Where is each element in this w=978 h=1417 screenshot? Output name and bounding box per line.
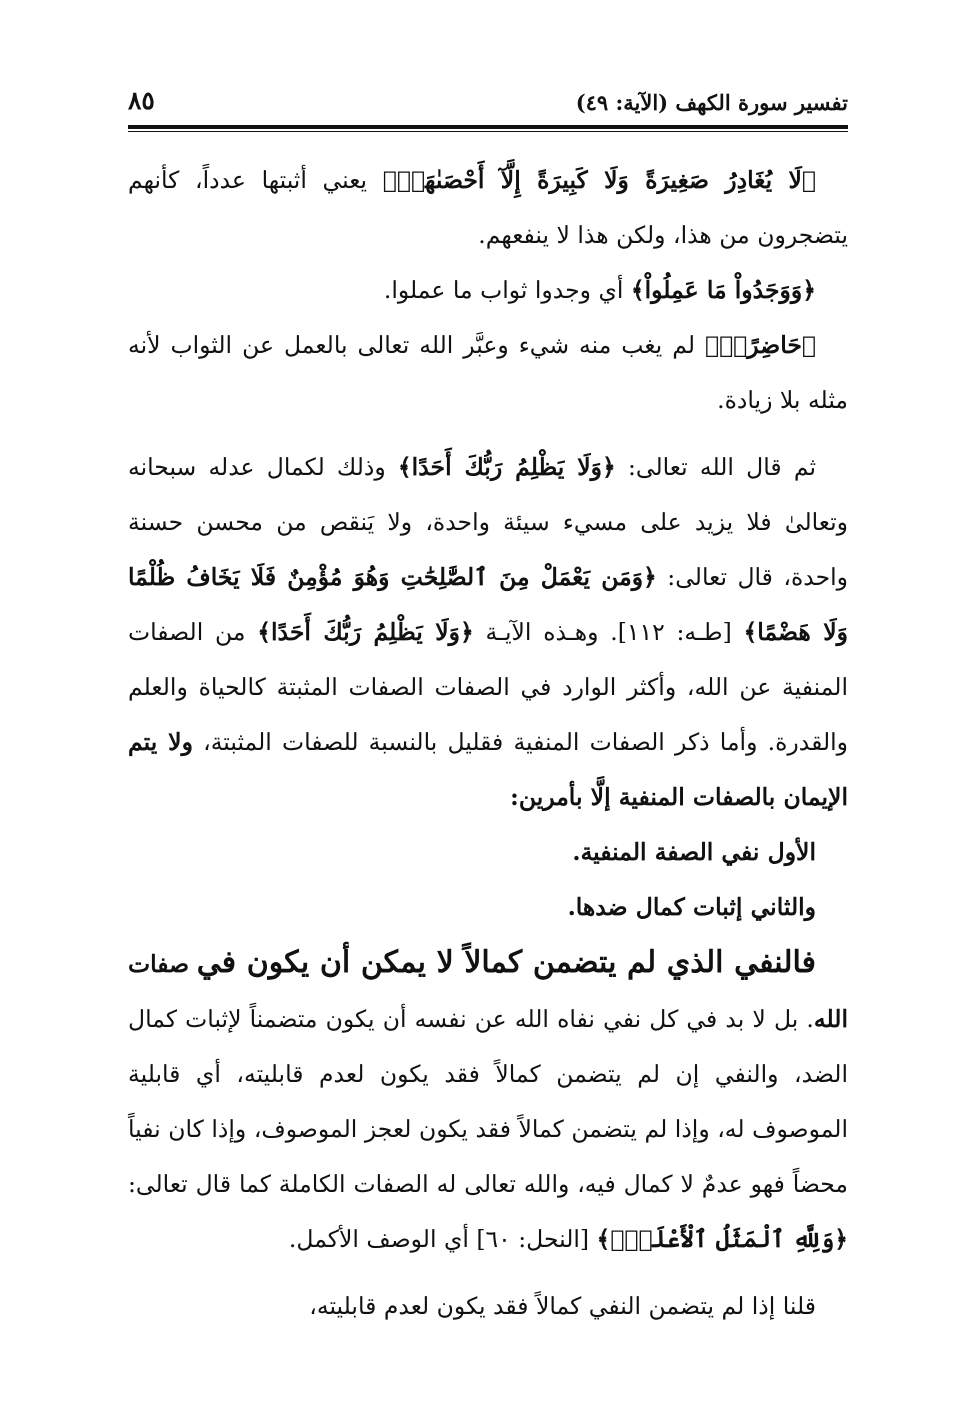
paragraph-text: وذلك لكمال عدله سبحانه وتعالىٰ فلا يزيد على مسيء سيئة واحدة، ولا يَنقص من محسن حسنة واحدة، قال تعالى: bbox=[128, 453, 849, 591]
paragraph-text: يعني أثبتها عدداً، كأنهم يتضجرون من هذا، ولكن هذا لا ينفعهم. bbox=[128, 166, 848, 249]
paragraph-text: [طـه: ١١٢]. وهـذه الآيـة bbox=[473, 618, 744, 646]
paragraph-text: من الصفات المنفية عن الله، وأكثر الوارد في الصفات الصفات المثبتة كالحياة والعلم والقدرة. وأما ذكر الصفات المنفية فقليل بالنسبة للصفات المثبتة، bbox=[128, 618, 848, 756]
page-body bbox=[128, 153, 848, 1334]
header-rule-thick bbox=[128, 125, 848, 129]
paragraph-1 bbox=[128, 153, 848, 263]
emphasized-heading: فالنفي الذي لم يتضمن كمالاً لا يمكن أن يكون في bbox=[196, 945, 816, 980]
paragraph-7 bbox=[128, 935, 848, 1267]
paragraph-text: لم يغب منه شيء وعبَّر الله تعالى بالعمل عن الثواب لأنه مثله بلا زيادة. bbox=[128, 331, 848, 414]
quran-quote: ﴿حَاضِرًاۗ﴾ bbox=[704, 331, 816, 359]
quran-quote: ﴿وَلِلَّهِ ٱلْمَثَلُ ٱلْأَعْلَىٰۚ﴾ bbox=[596, 1225, 848, 1253]
quran-quote: ﴿وَلَا يَظْلِمُ رَبُّكَ أَحَدًا﴾ bbox=[257, 618, 474, 646]
paragraph-2 bbox=[128, 263, 848, 318]
header-rule-thin bbox=[128, 131, 848, 132]
running-title: تفسير سورة الكهف (الآية: ٤٩) bbox=[575, 90, 848, 115]
paragraph-8: قلنا إذا لم يتضمن النفي كمالاً فقد يكون لعدم قابليته، bbox=[309, 1292, 816, 1320]
quran-quote: ﴿لَا يُغَادِرُ صَغِيرَةً وَلَا كَبِيرَةً إِلَّآ أَحْصَىٰهَاۚ﴾ bbox=[382, 166, 816, 194]
bold-statement: ولا يتم الإيمان بالصفات المنفية إلَّا بأمرين: bbox=[128, 728, 848, 811]
paragraph-text: . بل لا بد في كل نفي نفاه الله عن نفسه أن يكون متضمناً لإثبات كمال الضد، والنفي إن لم يتضمن كمالاً فقد يكون لعدم قابليته، أي قابلية الموصوف له، وإذا لم يتضمن كمالاً فقد يكون لعجز الموصوف، وإذا كان نفياً محضاً فهو عدمٌ لا كمال فيه، والله تعالى له الصفات الكاملة كما قال تعالى: bbox=[128, 1005, 848, 1198]
bold-phrase: صفات الله bbox=[128, 950, 848, 1033]
quran-quote: ﴿وَمَن يَعْمَلْ مِنَ ٱلصَّٰلِحَٰتِ وَهُوَ مُؤْمِنٌ فَلَا يَخَافُ ظُلْمًا وَلَا هَضْمًا﴾ bbox=[128, 563, 849, 646]
quran-quote: ﴿وَوَجَدُواْ مَا عَمِلُواْ﴾ bbox=[630, 276, 816, 304]
page-header bbox=[128, 80, 848, 124]
paragraph-5: الأول نفي الصفة المنفية. bbox=[572, 838, 816, 866]
paragraph-text: ثم قال الله تعالى: bbox=[615, 453, 816, 481]
quran-quote: ﴿وَلَا يَظْلِمُ رَبُّكَ أَحَدًا﴾ bbox=[397, 453, 616, 481]
paragraph-3 bbox=[128, 318, 848, 428]
paragraph-4 bbox=[128, 440, 848, 825]
paragraph-6: والثاني إثبات كمال ضدها. bbox=[567, 893, 816, 921]
paragraph-text: أي وجدوا ثواب ما عملوا. bbox=[383, 276, 631, 304]
page-number: ٨٥ bbox=[128, 86, 155, 115]
paragraph-text: [النحل: ٦٠] أي الوصف الأكمل. bbox=[288, 1225, 597, 1253]
